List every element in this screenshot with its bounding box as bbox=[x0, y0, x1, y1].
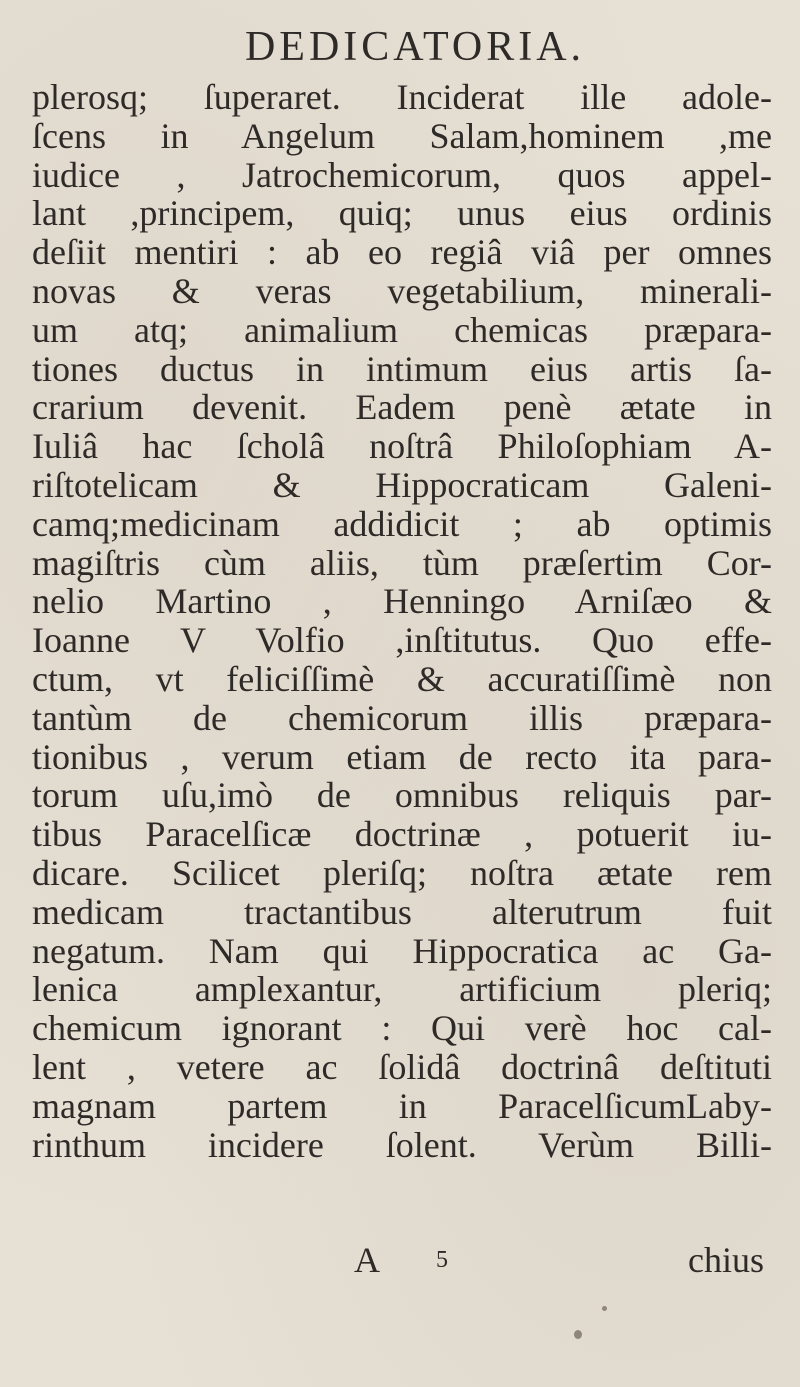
text-line: um atq; animalium chemicas præpara- bbox=[32, 309, 772, 350]
text-line: deſiit mentiri : ab eo regiâ viâ per omnes bbox=[32, 232, 772, 273]
signature-number: 5 bbox=[436, 1247, 448, 1273]
text-line: Ioanne V Volfio ,inſtitutus. Quo effe- bbox=[32, 620, 772, 661]
text-line: novas & veras vegetabilium, minerali- bbox=[32, 270, 772, 311]
text-line: medicam tractantibus alterutrum fuit bbox=[32, 891, 772, 932]
text-line: negatum. Nam qui Hippocratica ac Ga- bbox=[32, 930, 772, 971]
ink-speck bbox=[574, 1330, 582, 1339]
text-line: Iuliâ hac ſcholâ noſtrâ Philoſophiam A- bbox=[32, 426, 772, 467]
text-line: tiones ductus in intimum eius artis ſa- bbox=[32, 348, 772, 389]
text-line: magiſtris cùm aliis, tùm præſertim Cor- bbox=[32, 542, 772, 583]
signature-mark: A bbox=[354, 1240, 380, 1280]
text-line: camq;medicinam addidicit ; ab optimis bbox=[32, 503, 772, 544]
text-line: lenica amplexantur, artificium pleriq; bbox=[32, 969, 772, 1010]
text-line: riſtotelicam & Hippocraticam Galeni- bbox=[32, 464, 772, 505]
text-line: torum uſu,imò de omnibus reliquis par- bbox=[32, 775, 772, 816]
text-line: ctum, vt feliciſſimè & accuratiſſimè non bbox=[32, 658, 772, 699]
text-line: magnam partem in ParacelſicumLaby- bbox=[32, 1085, 772, 1126]
text-line: nelio Martino , Henningo Arniſæo & bbox=[32, 581, 772, 622]
text-line: tibus Paracelſicæ doctrinæ , potuerit iu- bbox=[32, 814, 772, 855]
text-line: dicare. Scilicet pleriſq; noſtra ætate rem bbox=[32, 852, 772, 893]
body-text bbox=[32, 78, 772, 1164]
text-line: tionibus , verum etiam de recto ita para- bbox=[32, 736, 772, 777]
text-line: tantùm de chemicorum illis præpara- bbox=[32, 697, 772, 738]
text-line: lant ,principem, quiq; unus eius ordinis bbox=[32, 193, 772, 234]
ink-speck bbox=[602, 1306, 607, 1311]
text-line: crarium devenit. Eadem penè ætate in bbox=[32, 387, 772, 428]
text-line: ſcens in Angelum Salam,hominem ,me bbox=[32, 115, 772, 156]
text-line: chemicum ignorant : Qui verè hoc cal- bbox=[32, 1008, 772, 1049]
text-line: lent , vetere ac ſolidâ doctrinâ deſtituti bbox=[32, 1046, 772, 1087]
text-line: iudice , Jatrochemicorum, quos appel- bbox=[32, 154, 772, 195]
text-line: plerosq; ſuperaret. Inciderat ille adole- bbox=[32, 77, 772, 117]
running-head: DEDICATORIA. bbox=[244, 24, 586, 70]
catchword: chius bbox=[688, 1240, 764, 1280]
page-footer bbox=[0, 1240, 800, 1280]
text-line: rinthum incidere ſolent. Verùm Billi- bbox=[32, 1124, 772, 1165]
